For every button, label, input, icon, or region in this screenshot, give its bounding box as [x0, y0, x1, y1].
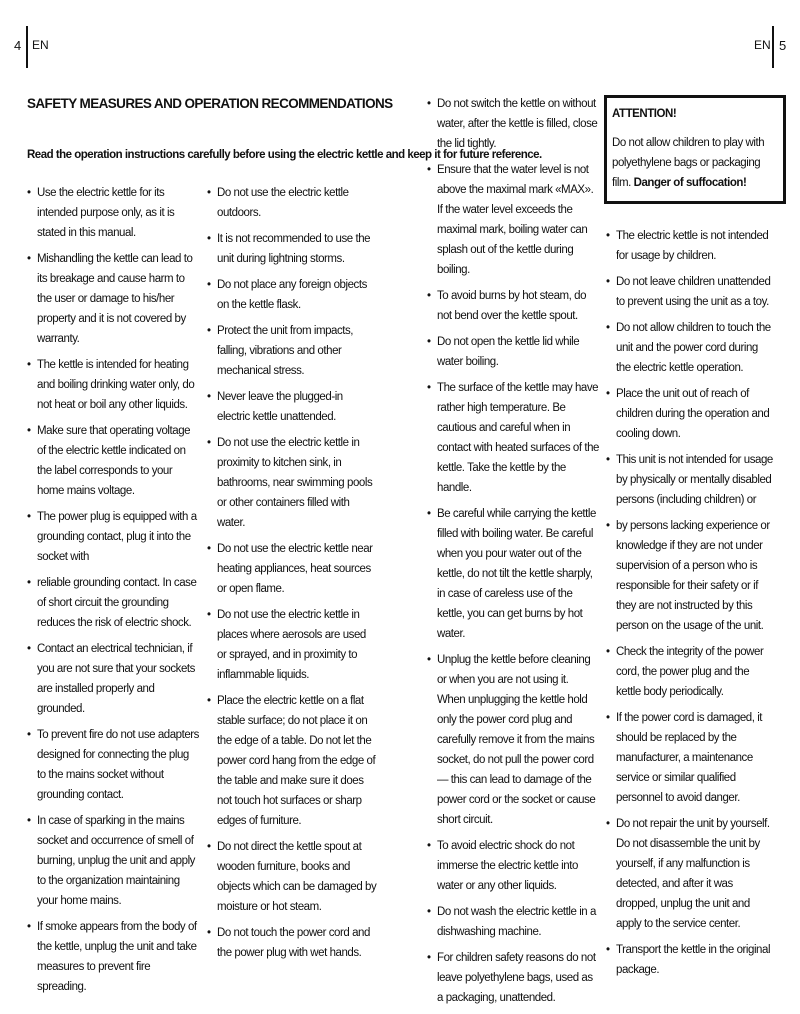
list-item: • Do not switch the kettle on without water, after the kettle is filled, close the lid tightly.: [427, 94, 599, 154]
list-item: • Unplug the kettle before cleaning or when you are not using it. When unplugging the kettle hold only the power cord plug and carefully remove it from the mains socket, do not pull the power cord — this can lead to damage of the power cord or the socket or cause short circuit.: [427, 650, 599, 830]
list-item: • It is not recommended to use the unit during lightning storms.: [207, 229, 377, 269]
list-item: • Do not use the electric kettle near heating appliances, heat sources or open flame.: [207, 539, 377, 599]
list-item: • Do not open the kettle lid while water boiling.: [427, 332, 599, 372]
list-item: • If smoke appears from the body of the kettle, unplug the unit and take measures to prevent fire spreading.: [27, 917, 199, 997]
list-item: • Do not allow children to touch the unit and the power cord during the electric kettle operation.: [606, 318, 774, 378]
attention-title: ATTENTION!: [612, 108, 677, 120]
list-item: • Ensure that the water level is not above the maximal mark «MAX». If the water level exceeds the maximal mark, boiling water can splash out of the kettle during boiling.: [427, 160, 599, 280]
language-label-left: EN: [32, 38, 49, 52]
list-item: • To avoid burns by hot steam, do not bend over the kettle spout.: [427, 286, 599, 326]
list-item: • In case of sparking in the mains socket and occurrence of smell of burning, unplug the unit and apply to the organization maintaining your home mains.: [27, 811, 199, 911]
list-item: • Use the electric kettle for its intended purpose only, as it is stated in this manual.: [27, 183, 199, 243]
list-item: • Do not use the electric kettle in proximity to kitchen sink, in bathrooms, near swimming pools or other containers filled with water.: [207, 433, 377, 533]
page-number-left: 4: [14, 38, 22, 53]
list-item: • To avoid electric shock do not immerse the electric kettle into water or any other liquids.: [427, 836, 599, 896]
header-divider-left: [26, 26, 28, 68]
list-item: • The kettle is intended for heating and boiling drinking water only, do not heat or boil any other liquids.: [27, 355, 199, 415]
list-item: • To prevent fire do not use adapters designed for connecting the plug to the mains socket without grounding contact.: [27, 725, 199, 805]
list-item: • If the power cord is damaged, it should be replaced by the manufacturer, a maintenance service or similar qualified personnel to avoid danger.: [606, 708, 774, 808]
instructions-column-3: [427, 94, 599, 1014]
list-item: • Check the integrity of the power cord, the power plug and the kettle body periodically.: [606, 642, 774, 702]
attention-text: Do not allow children to play with polyethylene bags or packaging film.: [612, 137, 765, 189]
list-item: • Do not use the electric kettle outdoors.: [207, 183, 377, 223]
list-item: • The electric kettle is not intended for usage by children.: [606, 226, 774, 266]
list-item: • Do not leave children unattended to prevent using the unit as a toy.: [606, 272, 774, 312]
attention-box: [604, 95, 786, 204]
list-item: • Mishandling the kettle can lead to its breakage and cause harm to the user or damage to his/her property and it is not covered by warranty.: [27, 249, 199, 349]
attention-warning: Danger of suffocation!: [633, 177, 747, 189]
list-item: • Transport the kettle in the original package.: [606, 940, 774, 980]
section-heading: SAFETY MEASURES AND OPERATION RECOMMENDATIONS: [27, 96, 393, 111]
page-number-right: 5: [779, 38, 787, 53]
list-item: • Never leave the plugged-in electric kettle unattended.: [207, 387, 377, 427]
list-item: • The power plug is equipped with a grounding contact, plug it into the socket with: [27, 507, 199, 567]
list-item: • Do not repair the unit by yourself. Do not disassemble the unit by yourself, if any malfunction is detected, and after it was dropped, unplug the unit and apply to the service center.: [606, 814, 774, 934]
list-item: • reliable grounding contact. In case of short circuit the grounding reduces the risk of electric shock.: [27, 573, 199, 633]
list-item: • Do not direct the kettle spout at wooden furniture, books and objects which can be damaged by moisture or hot steam.: [207, 837, 377, 917]
instructions-column-2: [207, 183, 377, 969]
list-item: • The surface of the kettle may have rather high temperature. Be cautious and careful when in contact with heated surfaces of the kettle. Take the kettle by the handle.: [427, 378, 599, 498]
list-item: • Do not touch the power cord and the power plug with wet hands.: [207, 923, 377, 963]
instructions-column-4: [606, 226, 774, 986]
instructions-column-1: [27, 183, 199, 1003]
list-item: • Protect the unit from impacts, falling, vibrations and other mechanical stress.: [207, 321, 377, 381]
list-item: • Be careful while carrying the kettle filled with boiling water. Be careful when you pour water out of the kettle, do not tilt the kettle sharply, in case of careless use of the kettle, you can get burns by hot water.: [427, 504, 599, 644]
list-item: • by persons lacking experience or knowledge if they are not under supervision of a person who is responsible for their safety or if they are not instructed by this person on the usage of the unit.: [606, 516, 774, 636]
language-label-right: EN: [754, 38, 771, 52]
list-item: • Do not place any foreign objects on the kettle flask.: [207, 275, 377, 315]
list-item: • Make sure that operating voltage of the electric kettle indicated on the label corresponds to your home mains voltage.: [27, 421, 199, 501]
list-item: • This unit is not intended for usage by physically or mentally disabled persons (including children) or: [606, 450, 774, 510]
list-item: • Place the electric kettle on a flat stable surface; do not place it on the edge of a table. Do not let the power cord hang from the edge of the table and make sure it does not touch hot surfaces or sharp edges of furniture.: [207, 691, 377, 831]
list-item: • Do not wash the electric kettle in a dishwashing machine.: [427, 902, 599, 942]
header-divider-right: [772, 26, 774, 68]
list-item: • Contact an electrical technician, if you are not sure that your sockets are installed properly and grounded.: [27, 639, 199, 719]
intro-text: Read the operation instructions carefully before using the electric kettle and keep it for future reference.: [27, 149, 542, 161]
list-item: • Place the unit out of reach of children during the operation and cooling down.: [606, 384, 774, 444]
list-item: • Do not use the electric kettle in places where aerosols are used or sprayed, and in proximity to inflammable liquids.: [207, 605, 377, 685]
list-item: • For children safety reasons do not leave polyethylene bags, used as a packaging, unattended.: [427, 948, 599, 1008]
